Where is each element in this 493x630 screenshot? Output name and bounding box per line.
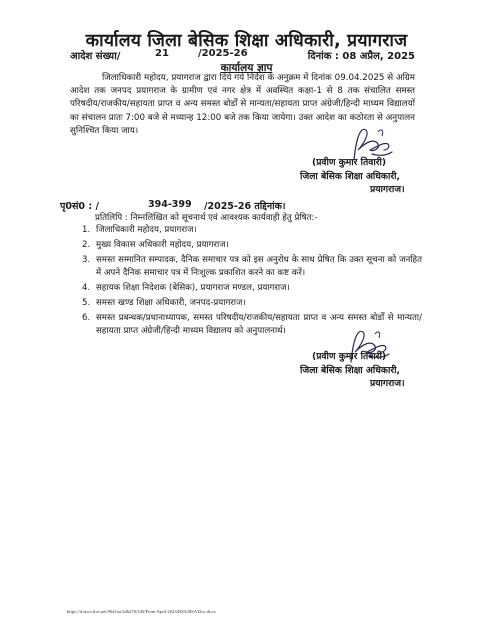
endorsement-year-date: /2025-26 तद्दिनांक।	[204, 201, 286, 212]
order-number-label: आदेश संख्या/	[70, 51, 121, 62]
list-item: 2. मुख्य विकास अधिकारी महोदय, प्रयागराज।	[82, 239, 229, 250]
office-title: कार्यालय जिला बेसिक शिक्षा अधिकारी, प्रयागराज	[85, 31, 408, 51]
list-item: 5. समस्त खण्ड शिक्षा अधिकारी, जनपद-प्रयागराज।	[82, 297, 246, 308]
signature-block-1	[300, 156, 450, 197]
endorsement-label: पृ0सं0 : /	[60, 201, 99, 212]
signatory-place: प्रयागराज।	[370, 378, 405, 389]
endorsement-number: 394-399	[148, 199, 192, 210]
list-item: 4. सहायक शिक्षा निदेशक (बेसिक), प्रयागराज मण्डल, प्रयागराज।	[82, 282, 290, 293]
signatory-designation: जिला बेसिक शिक्षा अधिकारी,	[300, 170, 400, 182]
signatory-designation: जिला बेसिक शिक्षा अधिकारी,	[300, 364, 400, 376]
signatory-name: (प्रवीण कुमार तिवारी)	[312, 351, 387, 362]
signature-block-2	[300, 350, 450, 391]
order-number: 21	[155, 48, 169, 59]
memo-heading-text: कार्यालय ज्ञाप	[220, 62, 273, 74]
order-date: दिनांक : 08 अप्रैल, 2025	[307, 51, 415, 62]
signatory-place: प्रयागराज।	[370, 184, 405, 195]
list-item: 1. जिलाधिकारी महोदय, प्रयागराज।	[82, 225, 197, 235]
order-year: /2025-26	[198, 48, 248, 59]
list-item: 3. समस्त सम्मानित सम्पादक, दैनिक समाचार पत्र को इस अनुरोध के साथ प्रेषित कि उक्त सूचना को जनहित में अपने दैनिक समाचार पत्र में निःशुल्क प्रकाशित करने का कष्ट करें।	[82, 254, 422, 278]
signatory-name: (प्रवीण कुमार तिवारी)	[312, 157, 387, 168]
order-body-paragraph: जिलाधिकारी महोदय, प्रयागराज द्वारा दिये गये निर्देश के अनुक्रम में दिनांक 09.04.2025 से अग्रिम आदेश तक जनपद प्रयागराज के ग्रामीण एवं नगर क्षेत्र में अवस्थित कक्षा-1 से 8 तक संचालित समस्त परिषदीय/राजकीय/सहायता प्राप्त व अन्य समस्त बोर्डों से मान्यता/सहायता प्राप्त अंग्रेजी/हिन्दी माध्यम विद्यालयों का संचालन प्रातः 7:00 बजे से मध्यान्ह 12:00 बजे तक किया जायेगा। उक्त आदेश का कठोरता से अनुपालन सुनिश्चित किया जाय।	[70, 73, 415, 136]
footer-file-path: https://d.docs.live.net/9041ea/2d6270/345/From April-2023/BSA/BSA Doc.docx	[67, 609, 216, 614]
copy-intro: प्रतिलिपि : निम्नलिखित को सूचनार्थ एवं आवश्यक कार्यवाही हेतु प्रेषित:-	[95, 213, 318, 223]
list-item: 6. समस्त प्रबन्धक/प्रधानाध्यापक, समस्त परिषदीय/राजकीय/सहायता प्राप्त व अन्य समस्त बोर्डों से मान्यता/सहायता प्राप्त अंग्रेजी/हिन्दी माध्यम विद्यालय को अनुपालनार्थ।	[82, 312, 422, 336]
